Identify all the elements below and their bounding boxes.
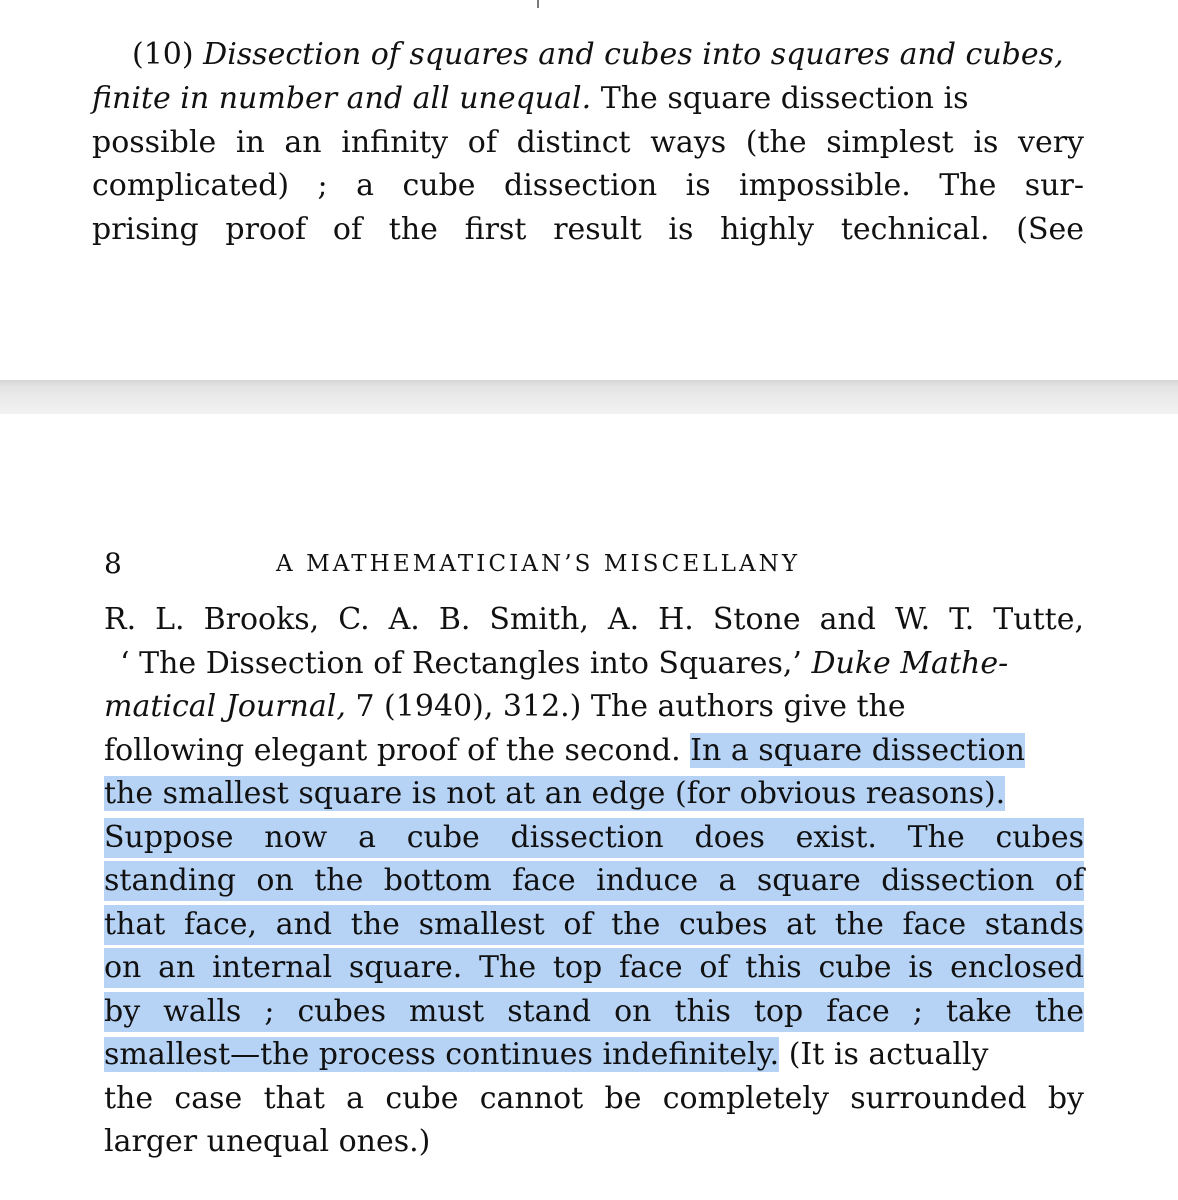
highlighted-text[interactable]: smallest—the process continues indefinitely.	[104, 1037, 780, 1072]
text-line[interactable]: the case that a cube cannot be completely surrounded by	[104, 1081, 1084, 1116]
text-line[interactable]	[104, 1035, 1084, 1075]
text-line[interactable]	[104, 731, 1084, 771]
text-run: (It is actually	[788, 1037, 989, 1072]
journal-name-italic: Duke Mathe-	[811, 646, 1009, 681]
text-line[interactable]: R. L. Brooks, C. A. B. Smith, A. H. Stone and W. T. Tutte,	[104, 602, 1084, 637]
page-bottom	[0, 414, 1178, 1200]
section-title-italic: Dissection of squares and cubes into squares and cubes,	[203, 37, 1064, 72]
text-line[interactable]	[104, 774, 1084, 814]
text-run: The square dissection is	[600, 81, 969, 116]
running-title: A MATHEMATICIAN’S MISCELLANY	[276, 551, 801, 577]
text-line[interactable]: complicated) ; a cube dissection is impossible. The sur-	[92, 168, 1084, 203]
text-line[interactable]	[132, 35, 1084, 75]
text-run: ‘ The Dissection of Rectangles into Squares,’	[120, 646, 802, 681]
highlighted-text[interactable]: In a square dissection	[690, 733, 1025, 768]
text-line[interactable]: possible in an infinity of distinct ways (the simplest is very	[92, 125, 1084, 160]
text-run: following elegant proof of the second.	[104, 733, 681, 768]
text-line[interactable]	[120, 644, 1084, 684]
text-line[interactable]: larger unequal ones.)	[104, 1124, 431, 1159]
text-line[interactable]: prising proof of the first result is highly technical. (See	[92, 212, 1084, 247]
section-title-italic: finite in number and all unequal.	[92, 81, 592, 116]
highlighted-text[interactable]: on an internal square. The top face of this cube is enclosed	[104, 948, 1084, 988]
text-line[interactable]	[104, 687, 1084, 727]
text-line[interactable]	[92, 79, 1084, 119]
highlighted-text[interactable]: the smallest square is not at an edge (for obvious reasons).	[104, 776, 1006, 811]
highlighted-text[interactable]: by walls ; cubes must stand on this top face ; take the	[104, 992, 1084, 1032]
page-number: 8	[104, 547, 122, 580]
highlighted-text[interactable]: Suppose now a cube dissection does exist. The cubes	[104, 818, 1084, 858]
journal-name-italic: matical Journal,	[104, 689, 346, 724]
page-separator	[0, 380, 1178, 414]
page-top	[0, 0, 1178, 380]
highlighted-text[interactable]: that face, and the smallest of the cubes at the face stands	[104, 905, 1084, 945]
page-header	[104, 544, 916, 584]
scroll-position-tick	[537, 0, 539, 8]
text-run: 7 (1940), 312.) The authors give the	[355, 689, 906, 724]
highlighted-text[interactable]: standing on the bottom face induce a square dissection of	[104, 861, 1084, 901]
paragraph-number: (10)	[132, 37, 194, 72]
